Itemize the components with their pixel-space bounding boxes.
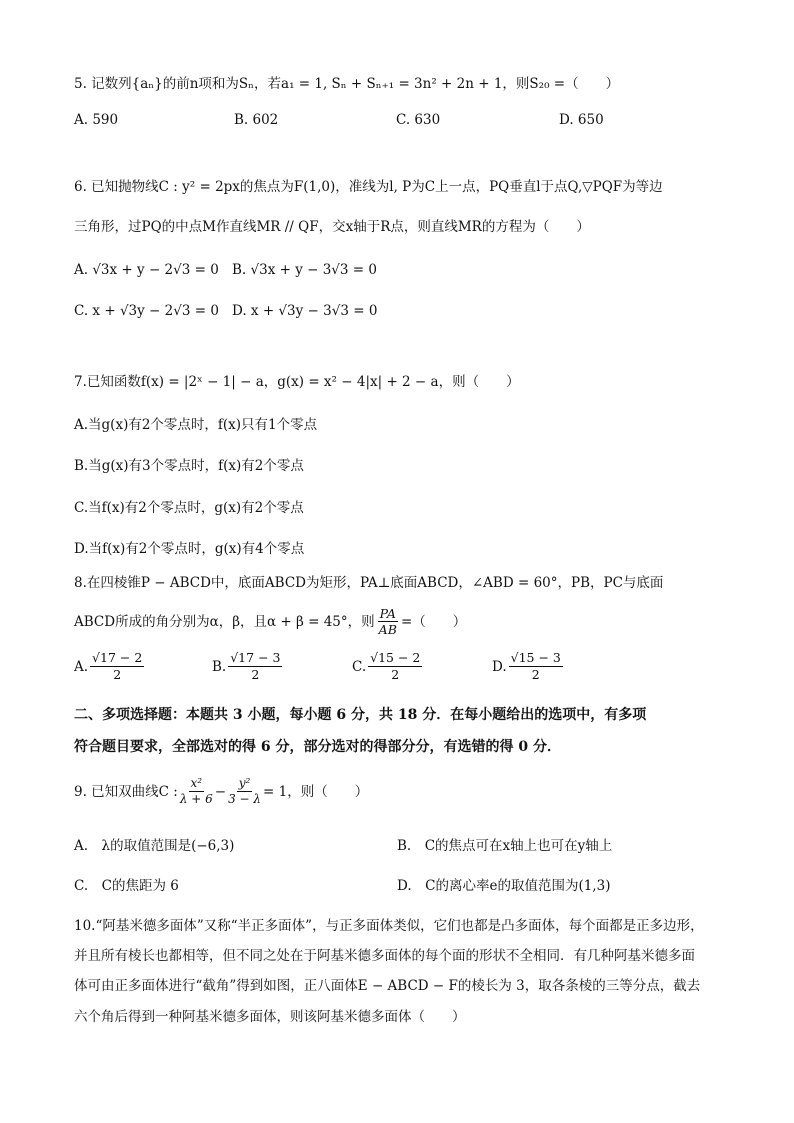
q6-option-c: C. x + √3y − 2√3 = 0 [74,303,219,319]
q8-option-fraction [90,650,144,683]
q6-option-d: D. x + √3y − 3√3 = 0 [232,303,378,319]
q6-stem-line1: 6. 已知抛物线C : y² = 2px的焦点为F(1,0)，准线为l, P为C上一点，PQ垂直l于点Q,▽PQF为等边 [74,179,663,195]
q5-option-a: A. 590 [74,112,119,128]
q8-option-label: A. [74,658,89,675]
q9-stem-pre: 9. 已知双曲线C : [74,783,178,800]
q8-option-num: √17 − 2 [92,650,143,665]
q8-option-fraction [368,650,422,683]
q9-stem-post: = 1，则（ ） [263,783,369,800]
q8-stem-post: =（ ） [400,613,467,630]
q8-option-fraction [228,650,282,683]
q7-option-d: D.当f(x)有2个零点时，g(x)有4个零点 [74,541,305,557]
q8-option-fraction [509,650,563,683]
q8-fraction-num: PA [379,606,396,621]
q9-fraction-y-den: 3 − λ [228,792,262,806]
q7-option-a: A.当g(x)有2个零点时，f(x)只有1个零点 [74,417,318,433]
q9-option-d: D. C的离心率e的取值范围为(1,3) [397,878,611,894]
q8-option-d [492,650,563,683]
q5-option-b: B. 602 [234,112,279,128]
q8-option-den: 2 [531,667,540,682]
q8-stem-pre: ABCD所成的角分别为α，β，且α + β = 45°，则 [74,613,375,630]
q8-option-b [212,650,282,683]
q6-stem-line2: 三角形，过PQ的中点M作直线MR // QF，交x轴于R点，则直线MR的方程为（ ） [74,219,590,235]
q9-fraction-x-num: x² [190,776,203,790]
q8-option-den: 2 [251,667,260,682]
q6-option-a: A. √3x + y − 2√3 = 0 [74,262,219,278]
q8-stem-line1: 8.在四棱锥P − ABCD中，底面ABCD为矩形，PA⊥底面ABCD，∠ABD = 60°，PB，PC与底面 [74,575,664,591]
q8-option-c [352,650,422,683]
q6-option-b: B. √3x + y − 3√3 = 0 [232,262,377,278]
q9-fraction-y-num: y² [238,776,251,790]
q5-option-d: D. 650 [559,112,604,128]
q9-fraction-x [180,776,213,807]
q8-fraction [378,606,398,637]
q9-minus: − [214,783,227,800]
q5-stem: 5. 记数列{aₙ}的前n项和为Sₙ，若a₁ = 1, Sₙ + Sₙ₊₁ = 3n² + 2n + 1，则S₂₀ =（ ） [74,76,620,92]
q10-line3: 体可由正多面体进行“截角”得到如图，正八面体E − ABCD − F的棱长为 3，取各条棱的三等分点，截去 [74,978,701,994]
q9-option-b: B. C的焦点可在x轴上也可在y轴上 [397,838,613,854]
q8-option-num: √17 − 3 [230,650,281,665]
q8-option-a [74,650,144,683]
q10-line2: 并且所有棱长也都相等，但不同之处在于阿基米德多面体的每个面的形状不全相同．有几种阿基米德多面 [74,948,695,964]
q7-stem: 7.已知函数f(x) = |2ˣ − 1| − a，g(x) = x² − 4|x| + 2 − a，则（ ） [74,374,520,390]
q10-line1: 10.“阿基米德多面体”又称“半正多面体”，与正多面体类似，它们也都是凸多面体，每个面都是正多边形， [74,918,704,934]
q8-option-den: 2 [391,667,400,682]
section2-heading-line1: 二、多项选择题：本题共 3 小题，每小题 6 分，共 18 分．在每小题给出的选项中，有多项 [74,707,647,723]
q8-option-num: √15 − 3 [510,650,561,665]
q8-option-den: 2 [113,667,122,682]
q8-option-label: B. [212,658,227,675]
q8-option-label: C. [352,658,367,675]
q9-option-c: C. C的焦距为 6 [74,878,179,894]
q5-option-c: C. 630 [396,112,441,128]
q8-option-label: D. [492,658,507,675]
q8-option-num: √15 − 2 [370,650,421,665]
q10-line4: 六个角后得到一种阿基米德多面体，则该阿基米德多面体（ ） [74,1009,466,1025]
q7-option-c: C.当f(x)有2个零点时，g(x)有2个零点 [74,500,304,516]
q7-option-b: B.当g(x)有3个零点时，f(x)有2个零点 [74,458,304,474]
q9-fraction-x-den: λ + 6 [179,792,213,806]
q9-option-a: A. λ的取值范围是(−6,3) [74,838,235,854]
section2-heading-line2: 符合题目要求，全部选对的得 6 分，部分选对的得部分分，有选错的得 0 分． [74,739,561,755]
q9-fraction-y [228,776,261,807]
q8-fraction-den: AB [378,622,397,637]
q8-stem-line2 [74,606,466,637]
q9-stem [74,776,368,807]
